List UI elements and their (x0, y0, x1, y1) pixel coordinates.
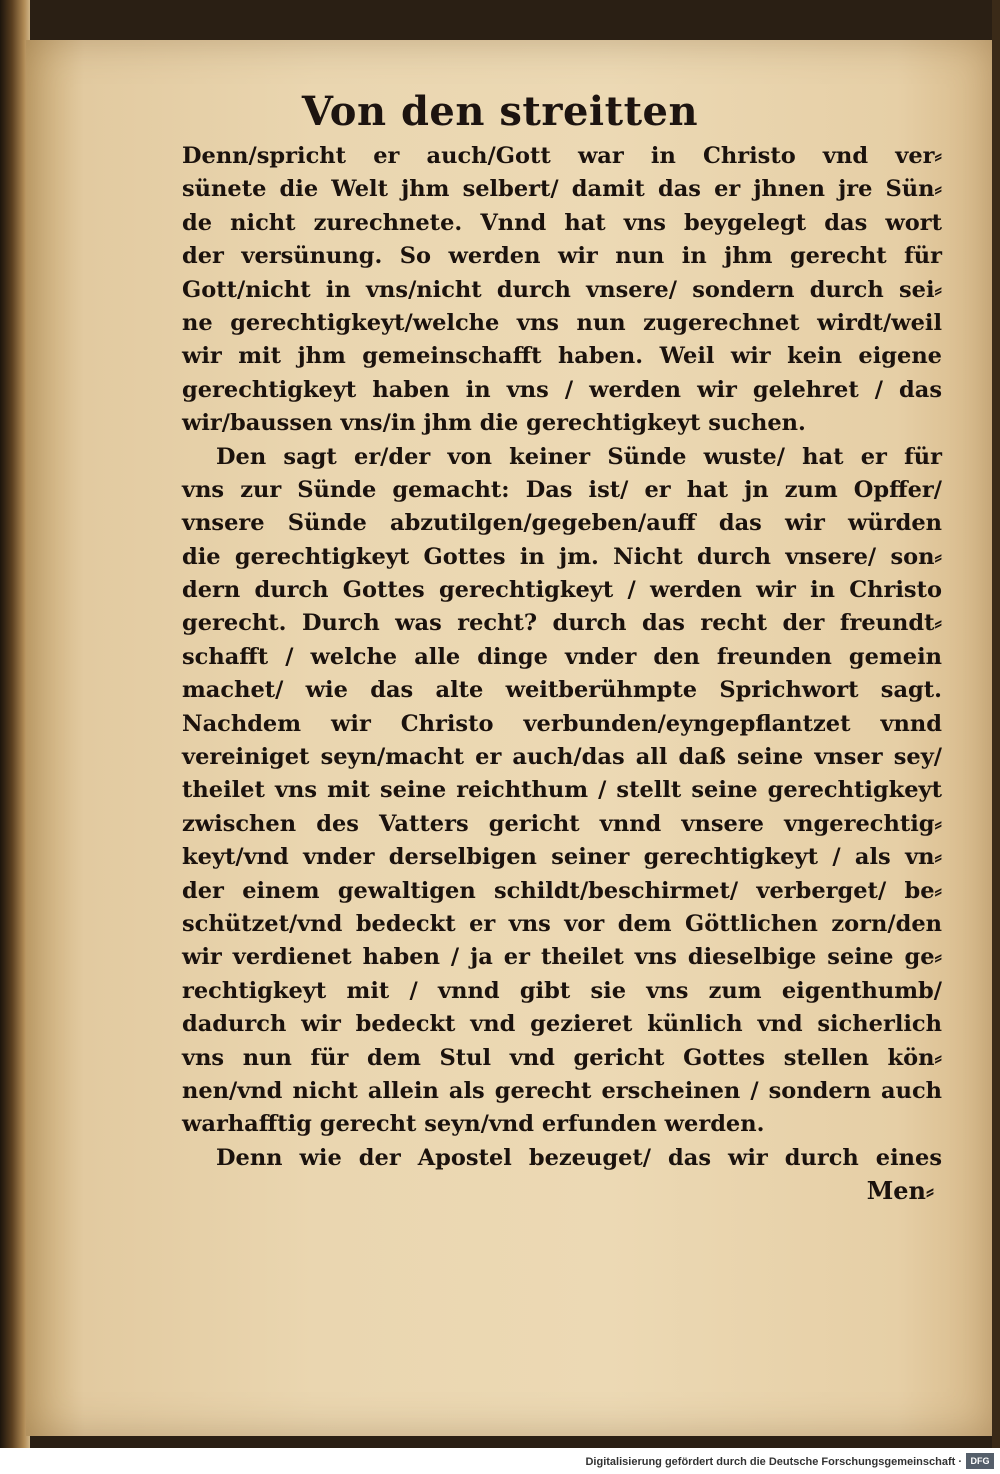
text-line: Denn wie der Apostel bezeuget/ das wir durch eines (216, 1144, 942, 1171)
text-line: dadurch wir bedeckt vnd gezieret künlich vnd sicherlich (182, 1011, 942, 1038)
text-line: dern durch Gottes gerechtigkeyt / werden wir in Christo (182, 577, 942, 604)
text-line: gerechtigkeyt haben in vns / werden wir gelehret / das (182, 376, 942, 403)
text-line: die gerechtigkeyt Gottes in jm. Nicht durch vnsere/ son⸗ (182, 543, 942, 570)
text-line: machet/ wie das alte weitberühmpte Sprichwort sagt. (182, 677, 942, 704)
text-line: schafft / welche alle dinge vnder den freunden gemein (182, 643, 942, 670)
text-line: Den sagt er/der von keiner Sünde wuste/ hat er für (216, 443, 942, 470)
text-line: Gott/nicht in vns/nicht durch vnsere/ sondern durch sei⸗ (182, 276, 942, 303)
text-line: keyt/vnd vnder derselbigen seiner gerechtigkeyt / als vn⸗ (182, 844, 942, 871)
text-line: sünete die Welt jhm selbert/ damit das er jhnen jre Sün⸗ (182, 176, 942, 203)
text-line: vereiniget seyn/macht er auch/das all daß seine vnser sey/ (182, 744, 942, 771)
page-body-text (182, 140, 942, 1175)
funding-note: Digitalisierung gefördert durch die Deutsche Forschungsgemeinschaft · (585, 1456, 962, 1468)
text-line: Nachdem wir Christo verbunden/eyngepflantzet vnnd (182, 710, 942, 737)
text-line: gerecht. Durch was recht? durch das recht der freundt⸗ (182, 610, 942, 637)
catchword: Men⸗ (866, 1176, 934, 1205)
text-line: vns zur Sünde gemacht: Das ist/ er hat jn zum Opffer/ (182, 476, 942, 503)
text-line: wir mit jhm gemeinschafft haben. Weil wir kein eigene (182, 343, 942, 370)
text-line: warhafftig gerecht seyn/vnd erfunden werden. (182, 1111, 765, 1138)
scan-right-edge (992, 0, 1000, 1448)
text-line: nen/vnd nicht allein als gerecht erscheinen / sondern auch (182, 1077, 942, 1104)
dfg-logo: DFG (966, 1453, 994, 1469)
text-line: Denn/spricht er auch/Gott war in Christo vnd ver⸗ (182, 143, 942, 169)
text-line: ne gerechtigkeyt/welche vns nun zugerechnet wirdt/weil (182, 309, 942, 336)
text-line: de nicht zurechnete. Vnnd hat vns beygelegt das wort (182, 209, 942, 236)
text-line: wir/baussen vns/in jhm die gerechtigkeyt suchen. (182, 410, 806, 437)
text-line: rechtigkeyt mit / vnnd gibt sie vns zum eigenthumb/ (182, 977, 942, 1004)
text-line: wir verdienet haben / ja er theilet vns dieselbige seine ge⸗ (182, 944, 942, 971)
text-line: theilet vns mit seine reichthum / stellt seine gerechtigkeyt (182, 777, 942, 804)
text-line: vnsere Sünde abzutilgen/gegeben/auff das wir würden (182, 510, 942, 537)
text-line: der einem gewaltigen schildt/beschirmet/ verberget/ be⸗ (182, 877, 942, 904)
text-line: schützet/vnd bedeckt er vns vor dem Göttlichen zorn/den (182, 910, 942, 937)
text-line: vns nun für dem Stul vnd gericht Gottes stellen kön⸗ (182, 1044, 942, 1071)
text-line: der versünung. So werden wir nun in jhm gerecht für (182, 243, 942, 270)
running-head: Von den streitten (301, 88, 699, 135)
text-line: zwischen des Vatters gericht vnnd vnsere vngerechtig⸗ (182, 810, 942, 837)
